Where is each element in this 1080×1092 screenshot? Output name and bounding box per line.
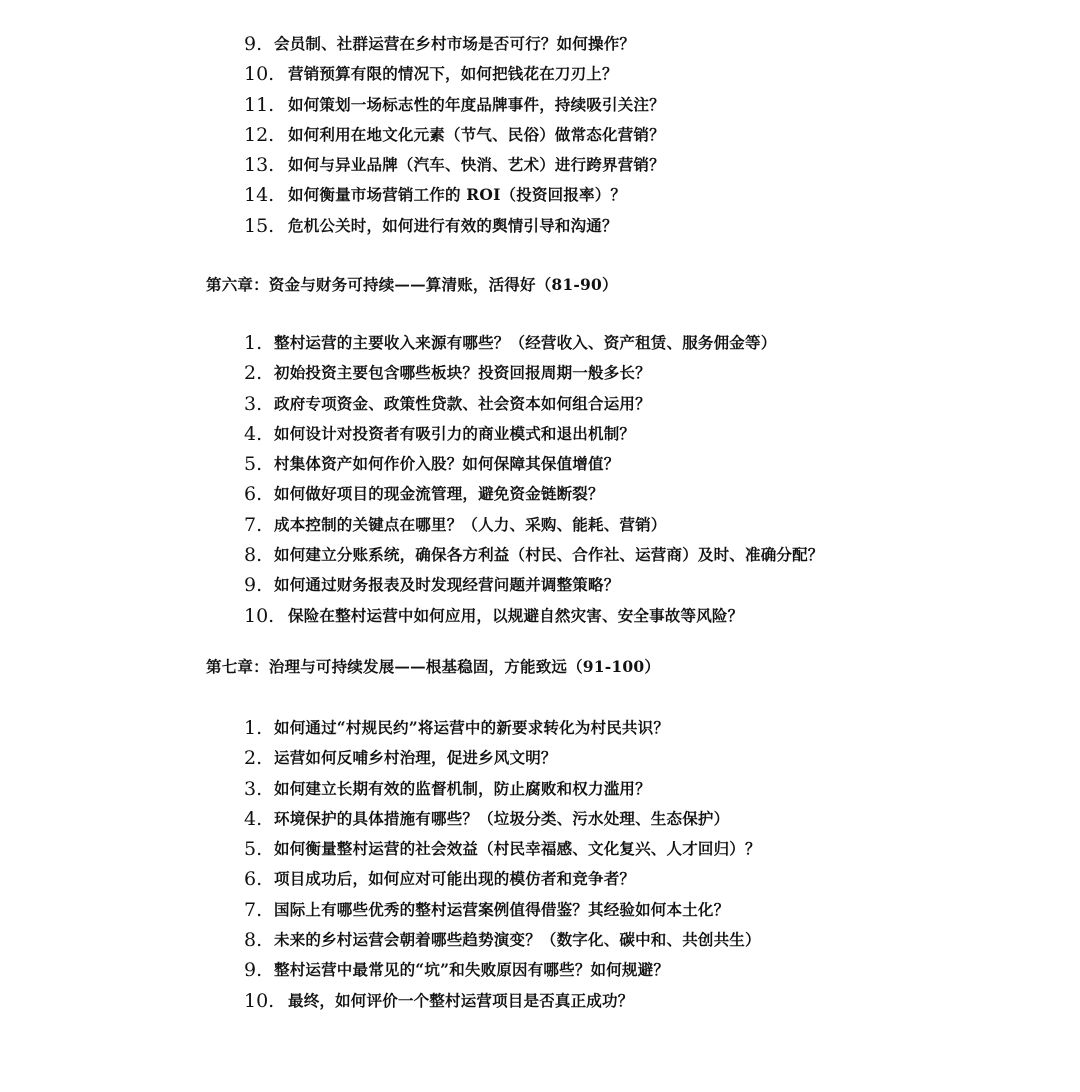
- item-text: 营销预算有限的情况下，如何把钱花在刀刃上？: [288, 64, 618, 84]
- item-text: 整村运营中最常见的“坑”和失败原因有哪些？如何规避？: [274, 960, 670, 980]
- item-text: 保险在整村运营中如何应用，以规避自然灾害、安全事故等风险？: [288, 605, 744, 625]
- item-number: 12.: [244, 123, 275, 146]
- item-number: 10.: [244, 63, 275, 86]
- item-number: 3.: [244, 392, 263, 415]
- chapter-6-heading: 第六章：资金与财务可持续——算清账，活得好（81-90）: [206, 275, 618, 294]
- item-number: 8.: [244, 929, 263, 952]
- item-text: 最终，如何评价一个整村运营项目是否真正成功？: [288, 990, 634, 1010]
- item-text: 如何做好项目的现金流管理，避免资金链断裂？: [274, 484, 604, 504]
- item-number: 9.: [244, 33, 263, 55]
- item-text: 政府专项资金、政策性贷款、社会资本如何组合运用？: [274, 393, 651, 413]
- item-number: 5.: [244, 838, 263, 861]
- item-number: 14.: [244, 184, 275, 207]
- item-text: 如何建立分账系统，确保各方利益（村民、合作社、运营商）及时、准确分配？: [274, 545, 824, 565]
- item-text: 如何建立长期有效的监督机制，防止腐败和权力滥用？: [274, 778, 651, 798]
- item-text: 运营如何反哺乡村治理，促进乡风文明？: [274, 748, 557, 768]
- item-number: 15.: [244, 214, 275, 237]
- item-text: 如何衡量整村运营的社会效益（村民幸福感、文化复兴、人才回归）？: [274, 839, 761, 859]
- item-text: 如何衡量市场营销工作的 ROI（投资回报率）？: [288, 185, 627, 205]
- item-number: 1.: [244, 717, 263, 739]
- chapter-7-heading: 第七章：治理与可持续发展——根基稳固，方能致远（91-100）: [206, 657, 661, 676]
- item-number: 10.: [244, 604, 275, 627]
- item-number: 6.: [244, 483, 263, 506]
- item-number: 9.: [244, 574, 263, 597]
- item-text: 国际上有哪些优秀的整村运营案例值得借鉴？其经验如何本土化？: [274, 899, 730, 919]
- item-number: 3.: [244, 777, 263, 800]
- item-number: 7.: [244, 898, 263, 921]
- item-number: 8.: [244, 544, 263, 567]
- item-number: 6.: [244, 868, 263, 891]
- item-text: 危机公关时，如何进行有效的舆情引导和沟通？: [288, 215, 618, 235]
- item-text: 如何策划一场标志性的年度品牌事件，持续吸引关注？: [288, 94, 665, 114]
- item-text: 如何通过“村规民约”将运营中的新要求转化为村民共识？: [274, 718, 670, 737]
- item-number: 7.: [244, 513, 263, 536]
- item-number: 9.: [244, 959, 263, 982]
- item-number: 1.: [244, 332, 263, 354]
- item-number: 5.: [244, 453, 263, 476]
- item-text: 如何利用在地文化元素（节气、民俗）做常态化营销？: [288, 124, 665, 144]
- item-text: 如何通过财务报表及时发现经营问题并调整策略？: [274, 575, 620, 595]
- item-text: 如何与异业品牌（汽车、快消、艺术）进行跨界营销？: [288, 155, 665, 175]
- item-text: 整村运营的主要收入来源有哪些？（经营收入、资产租赁、服务佣金等）: [274, 333, 777, 352]
- item-text: 环境保护的具体措施有哪些？（垃圾分类、污水处理、生态保护）: [274, 808, 730, 828]
- item-text: 项目成功后，如何应对可能出现的模仿者和竞争者？: [274, 869, 636, 889]
- item-number: 11.: [244, 93, 275, 116]
- item-number: 2.: [244, 362, 263, 385]
- item-number: 4.: [244, 422, 263, 445]
- item-number: 10.: [244, 989, 275, 1012]
- item-text: 成本控制的关键点在哪里？（人力、采购、能耗、营销）: [274, 514, 667, 534]
- item-text: 未来的乡村运营会朝着哪些趋势演变？（数字化、碳中和、共创共生）: [274, 930, 761, 950]
- item-text: 村集体资产如何作价入股？如何保障其保值增值？: [274, 454, 620, 474]
- item-number: 2.: [244, 747, 263, 770]
- item-number: 13.: [244, 154, 275, 177]
- item-text: 初始投资主要包含哪些板块？投资回报周期一般多长？: [274, 363, 651, 383]
- item-text: 如何设计对投资者有吸引力的商业模式和退出机制？: [274, 423, 636, 443]
- item-number: 4.: [244, 807, 263, 830]
- item-text: 会员制、社群运营在乡村市场是否可行？如何操作？: [274, 34, 636, 53]
